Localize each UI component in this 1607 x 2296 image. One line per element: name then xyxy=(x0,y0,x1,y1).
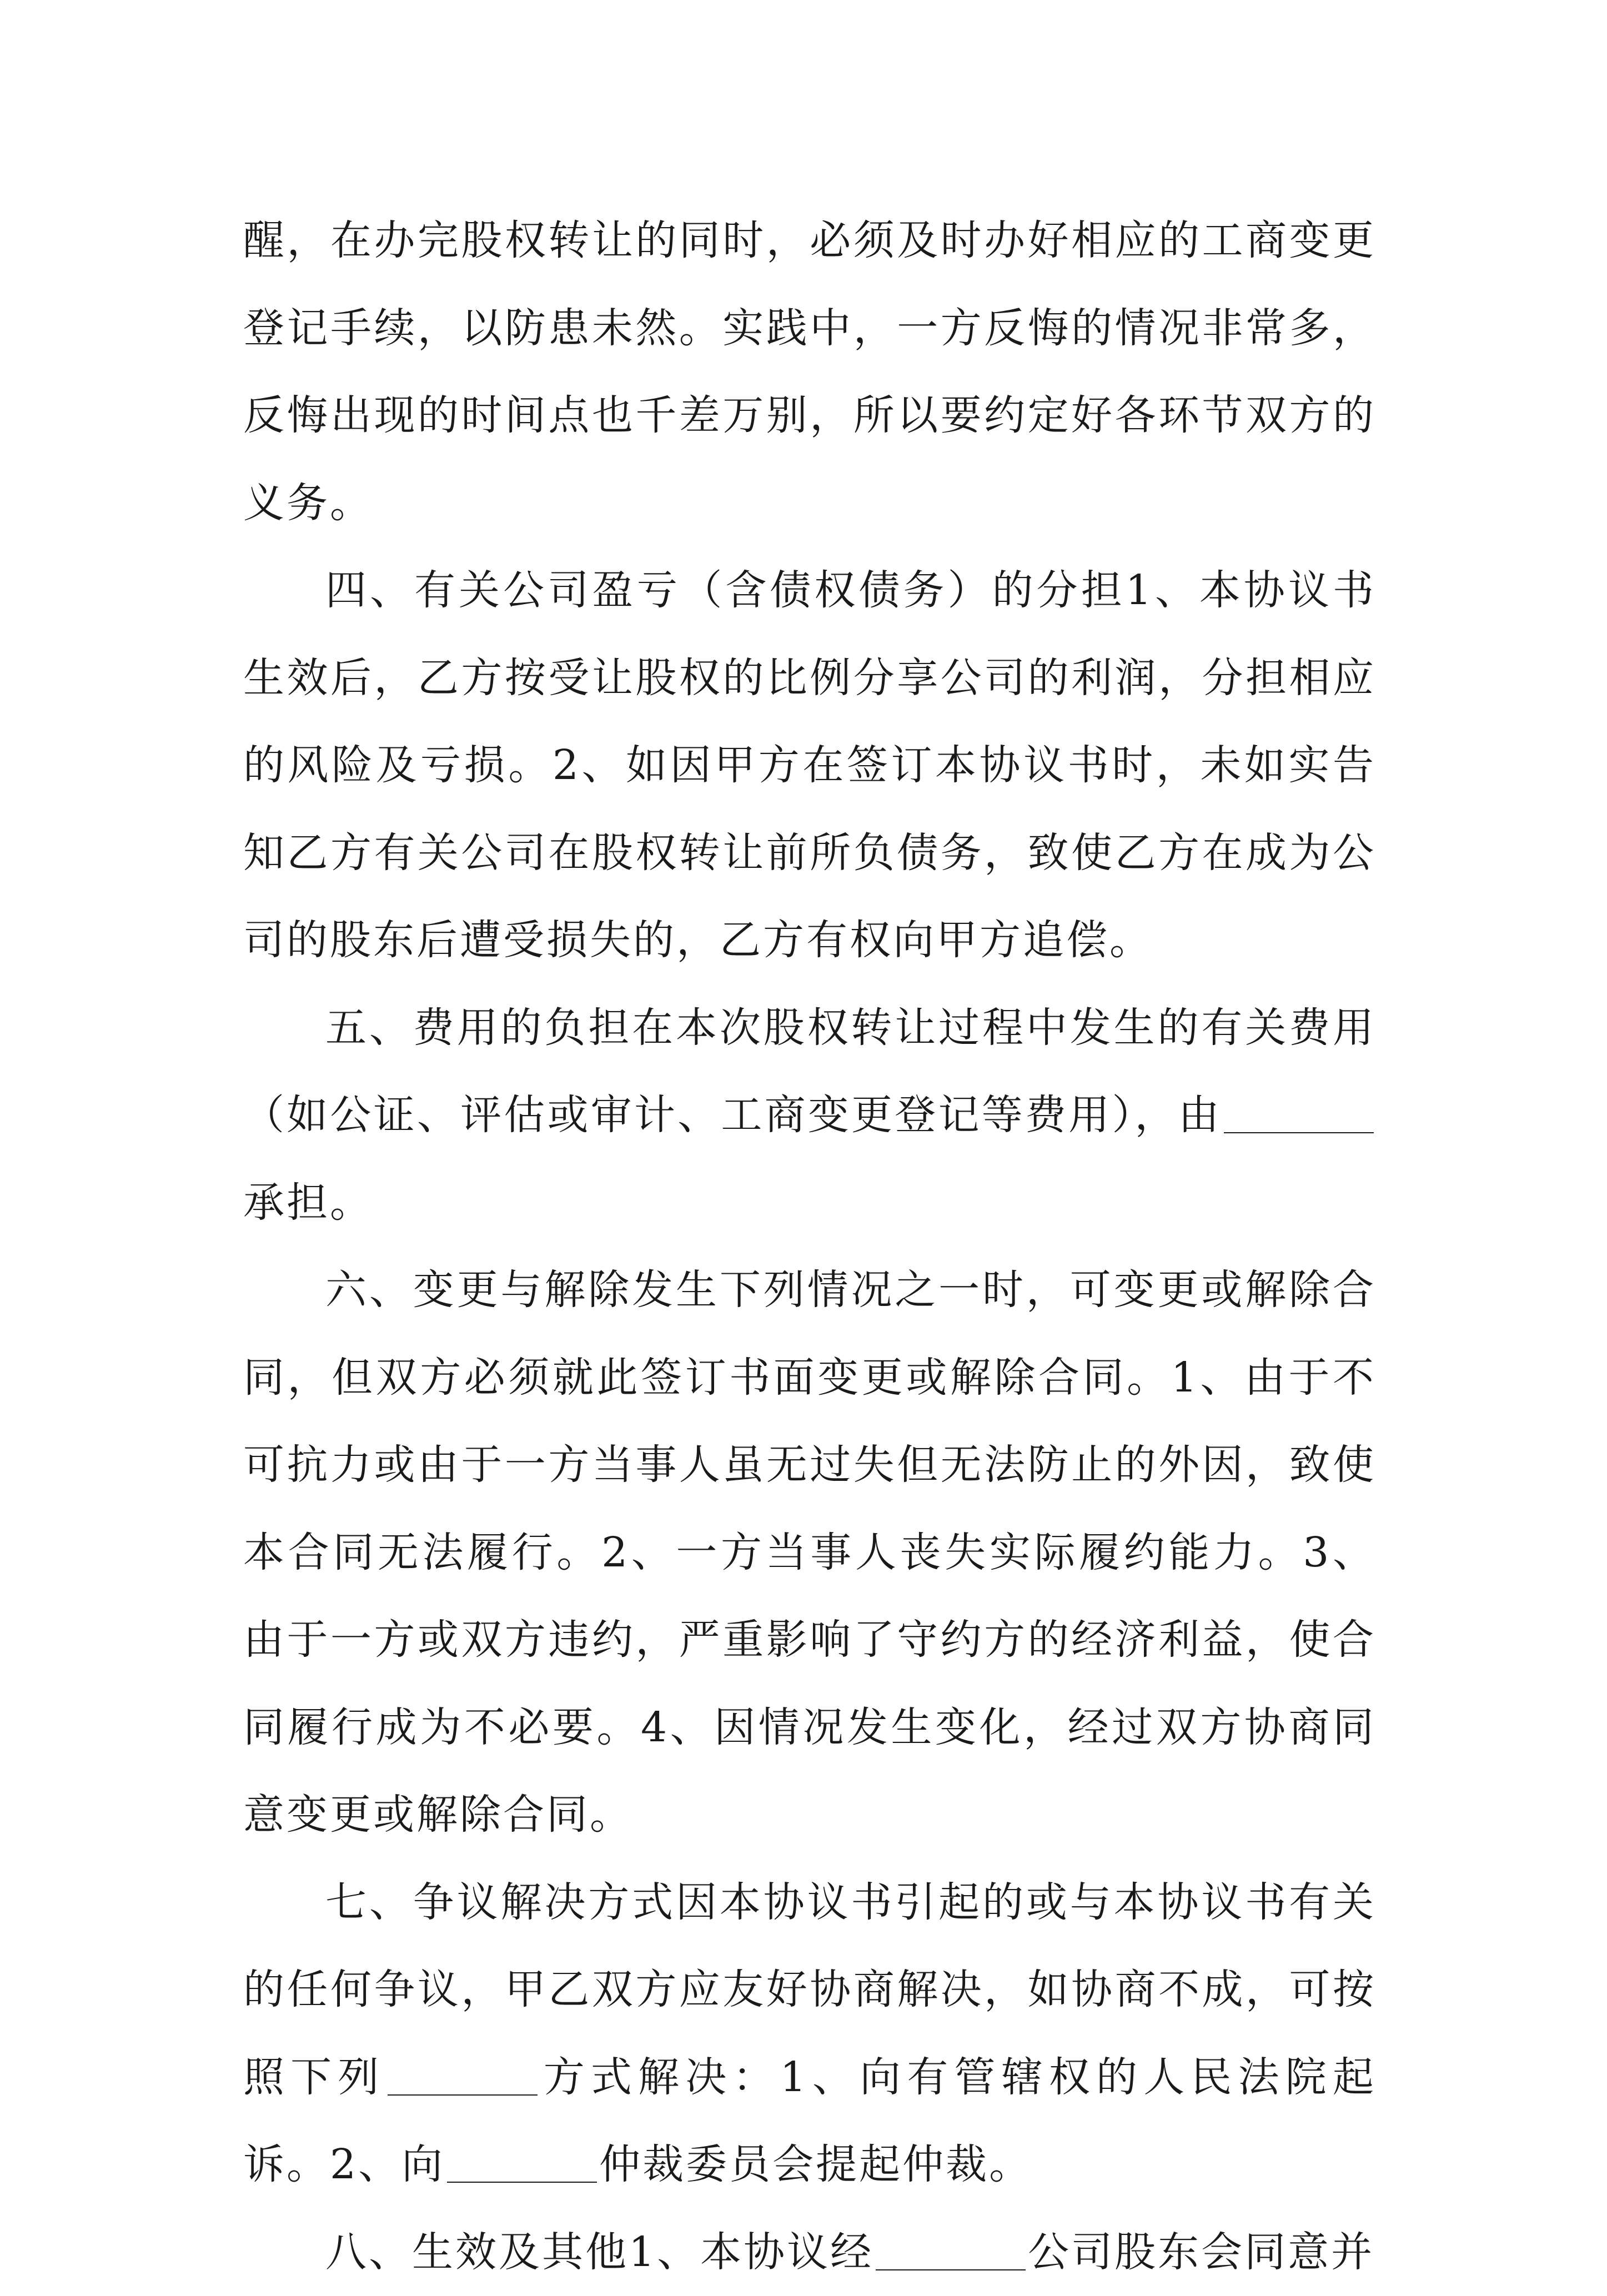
paragraph-text: 四、有关公司盈亏（含债权债务）的分担1、本协议书生效后，乙方按受让股权的比例分享公司的利润，分担相应的风险及亏损。2、如因甲方在签订本协议书时，未如实告知乙方有关公司在股权转让前所负债务，致使乙方在成为公司的股东后遭受损失的，乙方有权向甲方追偿。 xyxy=(243,566,1376,964)
paragraph-text: 六、变更与解除发生下列情况之一时，可变更或解除合同，但双方必须就此签订书面变更或解除合同。1、由于不可抗力或由于一方当事人虽无过失但无法防止的外因，致使本合同无法履行。2、一方当事人丧失实际履约能力。3、由于一方或双方违约，严重影响了守约方的经济利益，使合同履行成为不必要。4、因情况发生变化，经过双方协商同意变更或解除合同。 xyxy=(243,1266,1376,1838)
paragraph-continuation xyxy=(243,197,1376,547)
paragraph-text: 醒，在办完股权转让的同时，必须及时办好相应的工商变更登记手续，以防患未然。实践中，一方反悔的情况非常多，反悔出现的时间点也千差万别，所以要约定好各环节双方的义务。 xyxy=(243,217,1376,527)
paragraph-text: 七、争议解决方式因本协议书引起的或与本协议书有关的任何争议，甲乙双方应友好协商解决，如协商不成，可按照下列 xyxy=(243,1878,1376,2101)
paragraph-section-8 xyxy=(243,2209,1376,2296)
paragraph-text: 承担。 xyxy=(243,1179,373,1227)
paragraph-section-4 xyxy=(243,547,1376,984)
fill-in-blank[interactable] xyxy=(1224,1091,1374,1133)
fill-in-blank[interactable] xyxy=(388,2053,538,2096)
fill-in-blank[interactable] xyxy=(447,2141,597,2183)
paragraph-text: 五、费用的负担在本次股权转让过程中发生的有关费用（如公证、评估或审计、工商变更登记等费用），由 xyxy=(243,1004,1376,1139)
fill-in-blank[interactable] xyxy=(876,2228,1026,2270)
paragraph-text: 仲裁委员会提起仲裁。 xyxy=(599,2141,1032,2188)
paragraph-text: 八、生效及其他1、本协议经 xyxy=(325,2228,873,2276)
paragraph-section-5 xyxy=(243,984,1376,1247)
paragraph-section-7 xyxy=(243,1859,1376,2209)
document-body xyxy=(243,197,1376,2296)
paragraph-text: 方式解决：1、向有管辖权的人民法院起诉。2、向 xyxy=(243,2053,1376,2189)
paragraph-section-6 xyxy=(243,1247,1376,1859)
paragraph-text: 公司股东会同意并 xyxy=(1028,2228,1374,2276)
